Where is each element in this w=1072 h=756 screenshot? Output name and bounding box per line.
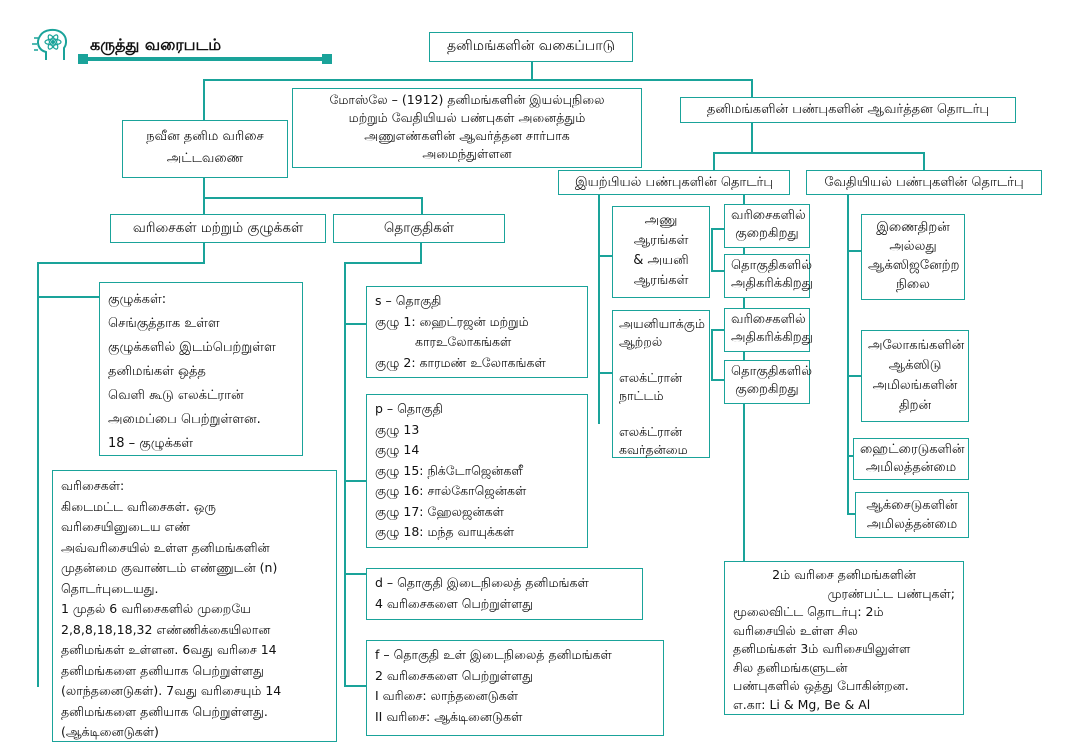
ie-period-trend: வரிசைகளில் அதிகரிக்கிறது	[724, 308, 810, 352]
chemical-properties-node: வேதியியல் பண்புகளின் தொடர்பு	[806, 170, 1042, 195]
radius-period-trend: வரிசைகளில் குறைகிறது	[724, 204, 810, 248]
f-block-box: f – தொகுதி உள் இடைநிலைத் தனிமங்கள் 2 வரிசைகளை பெற்றுள்ளது I வரிசை: லாந்தனைடுகள் II வரிசை: ஆக்டினைடுகள்	[366, 640, 664, 736]
underline-start-marker	[78, 54, 88, 64]
concept-map-header	[30, 26, 300, 66]
title-underline	[78, 57, 328, 61]
root-node	[429, 32, 633, 62]
modern-periodic-table-node: நவீன தனிம வரிசை அட்டவணை	[122, 120, 288, 178]
radius-group-trend: தொகுதிகளில் அதிகரிக்கிறது	[724, 254, 810, 298]
atomic-ionic-radius-box: அணு ஆரங்கள் & அயனி ஆரங்கள்	[612, 206, 710, 298]
physical-properties-node: இயற்பியல் பண்புகளின் தொடர்பு	[558, 170, 790, 195]
s-block-box: s – தொகுதி குழு 1: ஹைட்ரஜன் மற்றும் காரஉலோகங்கள் குழு 2: காரமண் உலோகங்கள்	[366, 286, 588, 378]
p-block-box: p – தொகுதி குழு 13 குழு 14 குழு 15: நிக்டோஜென்களீ குழு 16: சால்கோஜென்கள் குழு 17: ஹேலஜன்கள் குழு 18: மந்த வாயுக்கள்	[366, 394, 588, 548]
valence-box: இணைதிறன் அல்லது ஆக்ஸிஜனேற்ற நிலை	[861, 214, 965, 300]
underline-end-marker	[322, 54, 332, 64]
ionisation-energy-box: அயனியாக்கும் ஆற்றல் எலக்ட்ரான் நாட்டம் எலக்ட்ரான் கவர்தன்மை	[612, 310, 710, 458]
brain-atom-icon	[30, 26, 76, 66]
oxide-acidity-box: ஆக்சைடுகளின் அமிலத்தன்மை	[855, 492, 969, 538]
hydride-acidity-box: ஹைட்ரைடுகளின் அமிலத்தன்மை	[853, 438, 969, 480]
periods-groups-node: வரிசைகள் மற்றும் குழுக்கள்	[110, 214, 326, 243]
d-block-box: d – தொகுதி இடைநிலைத் தனிமங்கள் 4 வரிசைகளை பெற்றுள்ளது	[366, 568, 643, 620]
groups-detail-box: குழுக்கள்: செங்குத்தாக உள்ள குழுக்களில் இடம்பெற்றுள்ள தனிமங்கள் ஒத்த வெளி கூடு எலக்ட்ரான் அமைப்பை பெற்றுள்ளன. 18 – குழுக்கள்	[99, 282, 303, 456]
ie-group-trend: தொகுதிகளில் குறைகிறது	[724, 360, 810, 404]
blocks-node: தொகுதிகள்	[333, 214, 505, 243]
periods-detail-box: வரிசைகள்: கிடைமட்ட வரிசைகள். ஒரு வரிசையினுடைய எண் அவ்வரிசையில் உள்ள தனிமங்களின் முதன்மை குவாண்டம் எண்ணுடன் (n) தொடர்புடையது. 1 முதல் 6 வரிசைகளில் முறையே 2,8,8,18,18,32 எண்ணிக்கையிலான தனிமங்கள் உள்ளன. 6வது வரிசை 14 தனிமங்களை தனியாக பெற்றுள்ளது (லாந்தனைடுகள்). 7வது வரிசையும் 14 தனிமங்களை தனியாக பெற்றுள்ளது. (ஆக்டினைடுகள்)	[52, 470, 337, 742]
diagonal-relationship-box: 2ம் வரிசை தனிமங்களின் முரண்பட்ட பண்புகள்; மூலைவிட்ட தொடர்பு: 2ம் வரிசையில் உள்ள சில தனிமங்கள் 3ம் வரிசையிலுள்ள சில தனிமங்களுடன் பண்புகளில் ஒத்து போகின்றன. எ.கா: Li & Mg, Be & Al	[724, 561, 964, 715]
nonmetal-oxide-acidity-box: அலோகங்களின் ஆக்ஸிடு அமிலங்களின் திறன்	[861, 330, 969, 422]
periodic-properties-node: தனிமங்களின் பண்புகளின் ஆவர்த்தன தொடர்பு	[680, 97, 1016, 123]
root-label: தனிமங்களின் வகைப்பாடு	[446, 38, 616, 54]
page-title: கருத்து வரைபடம்	[90, 35, 222, 54]
moseley-law-node: மோஸ்லே – (1912) தனிமங்களின் இயல்புநிலை மற்றும் வேதியியல் பண்புகள் அனைத்தும் அணுஎண்களின் ஆவர்த்தன சார்பாக அமைந்துள்ளன	[292, 88, 642, 168]
